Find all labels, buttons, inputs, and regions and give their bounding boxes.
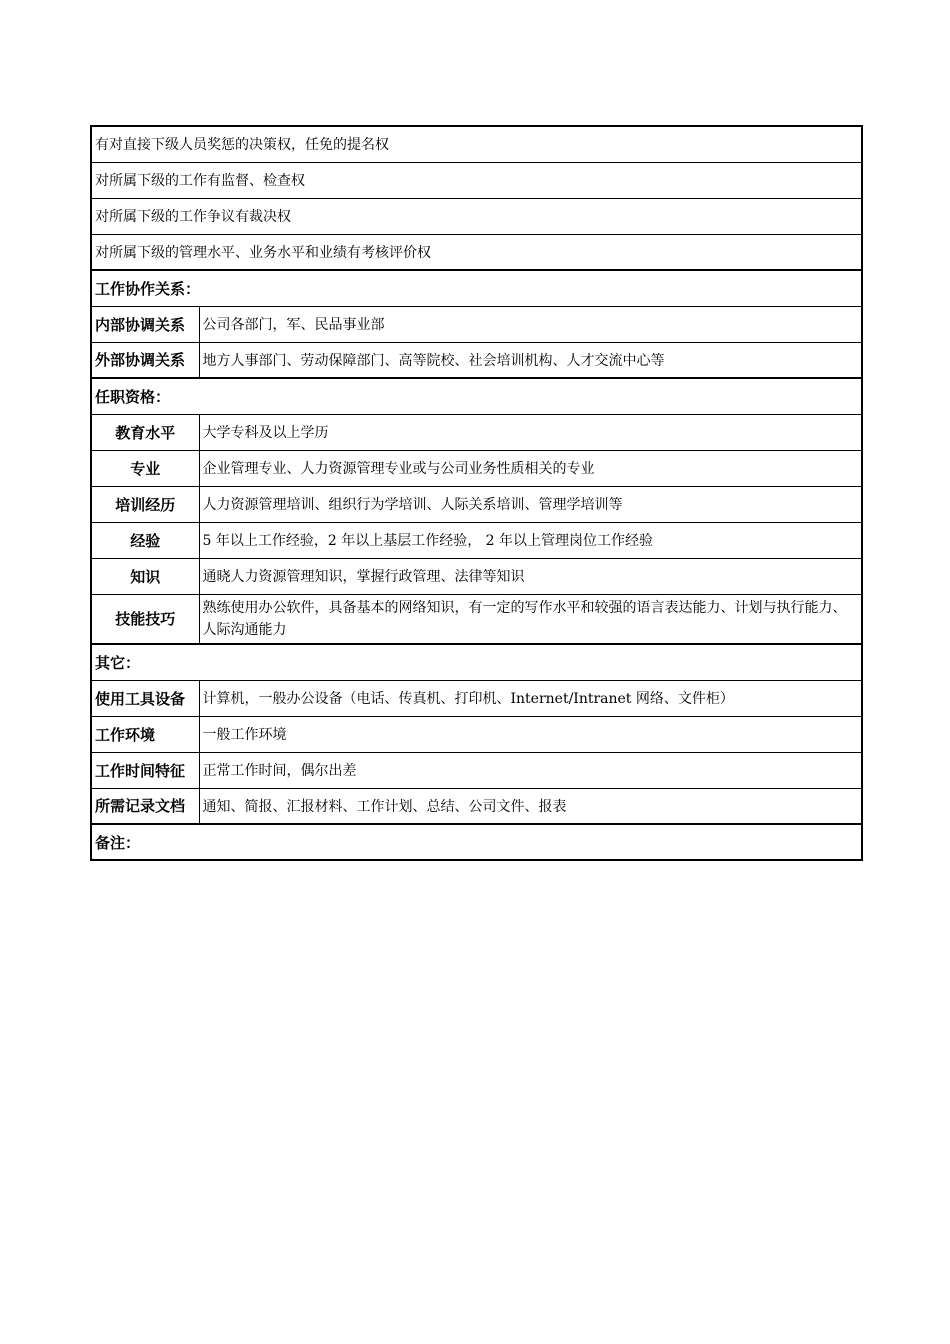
internal-coordination-label: 内部协调关系 <box>91 306 199 342</box>
section-header-row <box>91 644 862 680</box>
skills-value: 熟练使用办公软件，具备基本的网络知识，有一定的写作水平和较强的语言表达能力、计划与执行能力、人际沟通能力 <box>199 594 862 644</box>
education-row <box>91 414 862 450</box>
qualifications-header: 任职资格： <box>91 378 862 414</box>
section-header-row <box>91 378 862 414</box>
authority-item: 有对直接下级人员奖惩的决策权，任免的提名权 <box>91 126 862 162</box>
section-header-row <box>91 270 862 306</box>
hours-value: 正常工作时间，偶尔出差 <box>199 752 862 788</box>
education-value: 大学专科及以上学历 <box>199 414 862 450</box>
knowledge-label: 知识 <box>91 558 199 594</box>
hours-label: 工作时间特征 <box>91 752 199 788</box>
job-description-table <box>90 125 863 861</box>
authority-row <box>91 234 862 270</box>
authority-item: 对所属下级的工作争议有裁决权 <box>91 198 862 234</box>
tools-value: 计算机，一般办公设备（电话、传真机、打印机、Internet/Intranet 网络、文件柜） <box>199 680 862 716</box>
hours-row <box>91 752 862 788</box>
experience-row <box>91 522 862 558</box>
documents-value: 通知、简报、汇报材料、工作计划、总结、公司文件、报表 <box>199 788 862 824</box>
documents-label: 所需记录文档 <box>91 788 199 824</box>
environment-value: 一般工作环境 <box>199 716 862 752</box>
authority-item: 对所属下级的管理水平、业务水平和业绩有考核评价权 <box>91 234 862 270</box>
training-label: 培训经历 <box>91 486 199 522</box>
skills-row <box>91 594 862 644</box>
cooperation-header: 工作协作关系： <box>91 270 862 306</box>
internal-coordination-value: 公司各部门，军、民品事业部 <box>199 306 862 342</box>
training-value: 人力资源管理培训、组织行为学培训、人际关系培训、管理学培训等 <box>199 486 862 522</box>
remarks-header: 备注： <box>91 824 862 860</box>
training-row <box>91 486 862 522</box>
authority-row <box>91 126 862 162</box>
authority-row <box>91 162 862 198</box>
remarks-row <box>91 824 862 860</box>
external-coordination-label: 外部协调关系 <box>91 342 199 378</box>
other-header: 其它： <box>91 644 862 680</box>
internal-coordination-row <box>91 306 862 342</box>
external-coordination-row <box>91 342 862 378</box>
knowledge-value: 通晓人力资源管理知识，掌握行政管理、法律等知识 <box>199 558 862 594</box>
environment-label: 工作环境 <box>91 716 199 752</box>
environment-row <box>91 716 862 752</box>
authority-row <box>91 198 862 234</box>
experience-value: 5 年以上工作经验，2 年以上基层工作经验， 2 年以上管理岗位工作经验 <box>199 522 862 558</box>
knowledge-row <box>91 558 862 594</box>
documents-row <box>91 788 862 824</box>
experience-label: 经验 <box>91 522 199 558</box>
authority-item: 对所属下级的工作有监督、检查权 <box>91 162 862 198</box>
external-coordination-value: 地方人事部门、劳动保障部门、高等院校、社会培训机构、人才交流中心等 <box>199 342 862 378</box>
major-label: 专业 <box>91 450 199 486</box>
skills-label: 技能技巧 <box>91 594 199 644</box>
education-label: 教育水平 <box>91 414 199 450</box>
major-row <box>91 450 862 486</box>
tools-row <box>91 680 862 716</box>
major-value: 企业管理专业、人力资源管理专业或与公司业务性质相关的专业 <box>199 450 862 486</box>
tools-label: 使用工具设备 <box>91 680 199 716</box>
